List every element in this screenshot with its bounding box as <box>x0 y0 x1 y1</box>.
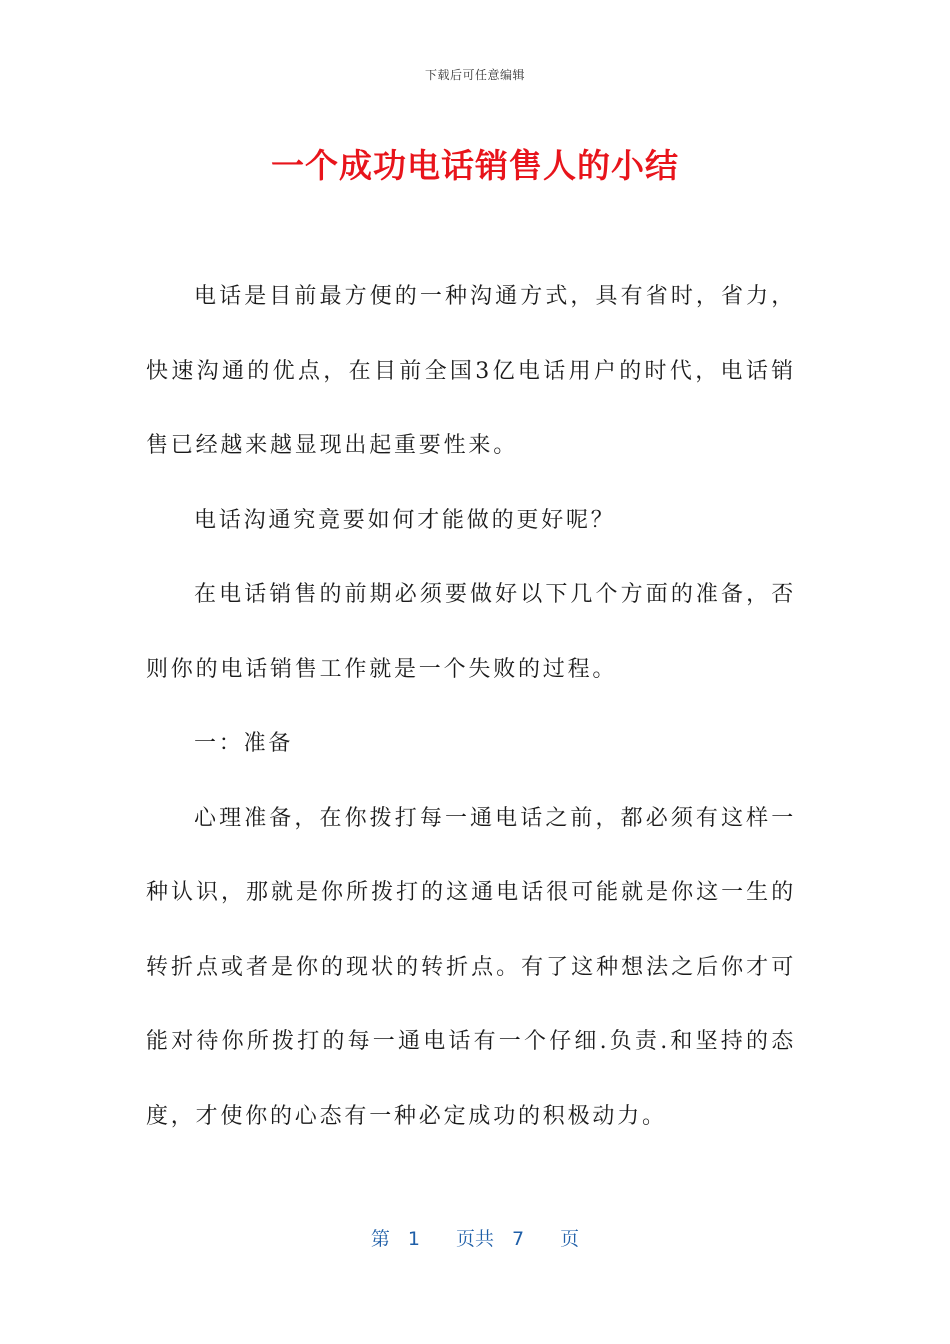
paragraph-mental-preparation: 心理准备，在你拨打每一通电话之前，都必须有这样一种认识，那就是你所拨打的这通电话很可能就是你这一生的转折点或者是你的现状的转折点。有了这种想法之后你才可能对待你所拨打的每一通电话有一个仔细.负责.和坚持的态度，才使你的心态有一种必定成功的积极动力。 <box>146 805 796 1129</box>
header-note: 下载后可任意编辑 <box>424 68 525 82</box>
document-title: 一个成功电话销售人的小结 <box>271 146 679 185</box>
footer-ye: 页 <box>560 1228 580 1250</box>
document-body <box>146 260 796 1154</box>
footer-ye-gong: 页共 <box>455 1228 494 1250</box>
footer-current-page: 1 <box>407 1228 420 1250</box>
section-heading-preparation: 一：准备 <box>194 731 294 756</box>
paragraph-intro: 电话是目前最方便的一种沟通方式，具有省时，省力，快速沟通的优点，在目前全国3亿电话用户的时代，电话销售已经越来越显现出起重要性来。 <box>146 284 796 458</box>
footer-total-pages: 7 <box>512 1228 525 1250</box>
footer-di: 第 <box>370 1228 390 1250</box>
page-footer <box>0 1224 950 1251</box>
paragraph-question: 电话沟通究竟要如何才能做的更好呢？ <box>194 507 616 533</box>
paragraph-preparation-intro: 在电话销售的前期必须要做好以下几个方面的准备，否则你的电话销售工作就是一个失败的过程。 <box>146 582 796 682</box>
